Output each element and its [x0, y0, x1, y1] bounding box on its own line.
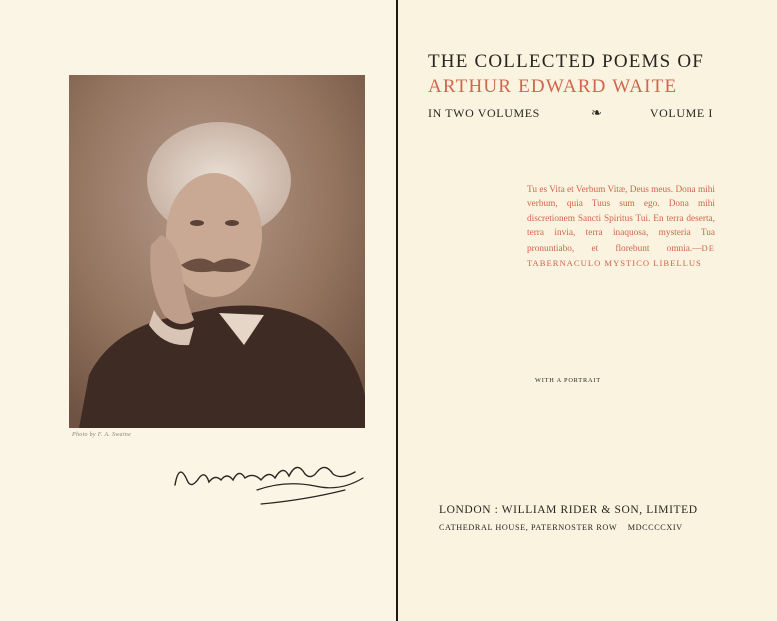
volume-number: VOLUME I [649, 106, 713, 120]
address-date-line: CATHEDRAL HOUSE, PATERNOSTER ROW MDCCCCXIV [439, 523, 683, 532]
signature-icon [165, 450, 370, 510]
title-line-1: THE COLLECTED POEMS OF [428, 51, 705, 72]
portrait-note: WITH A PORTRAIT [535, 377, 601, 384]
photo-credit: Photo by F. A. Swaine [72, 432, 132, 438]
portrait-photograph [69, 75, 365, 428]
volume-count: IN TWO VOLUMES [428, 106, 540, 120]
portrait-photo-icon [69, 75, 365, 428]
epigraph-text: Tu es Vita et Verbum Vitæ, Deus meus. Dona mihi verbum, quia Tuus sum ego. Dona mihi discretionem Sancti Spiritus Tui. En terra deserta, terra invia, terra inaquosa, mysteria Tua pronuntiabo, et florebunt omnia.— [527, 185, 715, 254]
epigraph [527, 183, 715, 271]
ornament-icon: ❧ [591, 105, 603, 120]
author-name: ARTHUR EDWARD WAITE [428, 76, 678, 97]
epigraph-source: DE TABERNACULO MYSTICO LIBELLUS [527, 242, 715, 269]
publisher-line: LONDON : WILLIAM RIDER & SON, LIMITED [439, 504, 698, 516]
